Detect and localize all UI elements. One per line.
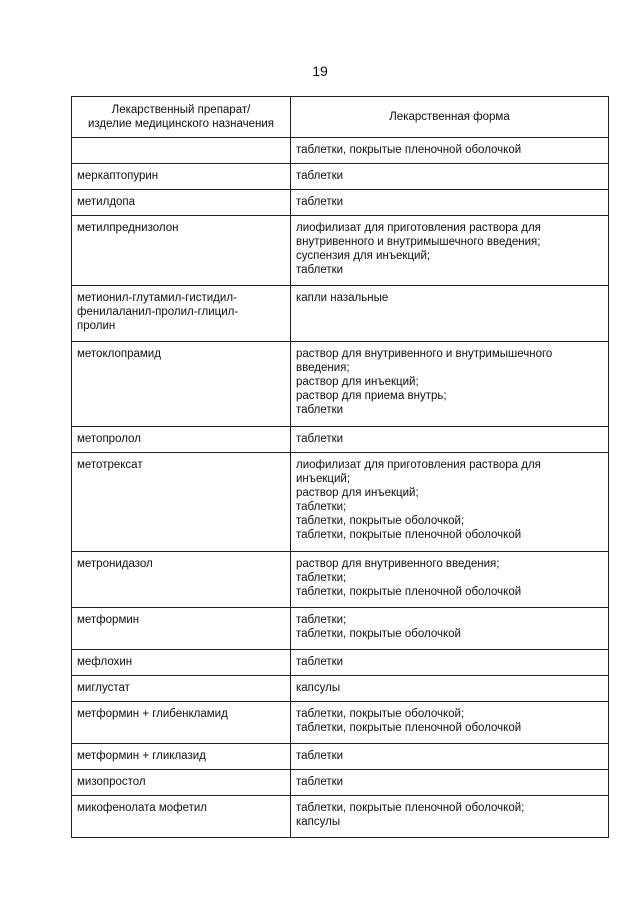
cell-text-line: капли назальные bbox=[296, 292, 389, 304]
cell-text-line: таблетки; bbox=[296, 501, 347, 513]
drug-name-cell bbox=[72, 552, 291, 608]
cell-text-line: таблетки bbox=[296, 433, 344, 445]
cell-text-line: пролин bbox=[77, 320, 116, 332]
cell-text-line: инъекций; bbox=[296, 473, 351, 485]
cell-text-line: метопролол bbox=[77, 433, 141, 445]
page-number: 19 bbox=[312, 63, 328, 79]
table-row bbox=[72, 164, 609, 190]
cell-text-line: метформин + гликлазид bbox=[77, 750, 206, 762]
table-row bbox=[72, 744, 609, 770]
cell-text-line: лиофилизат для приготовления раствора для bbox=[296, 222, 541, 234]
table-body bbox=[72, 138, 609, 838]
cell-text-line: таблетки bbox=[296, 776, 344, 788]
cell-text-line: таблетки bbox=[296, 170, 344, 182]
drug-name-cell bbox=[72, 427, 291, 453]
drug-form-table bbox=[71, 96, 609, 838]
cell-text-line: таблетки, покрытые пленочной оболочкой bbox=[296, 144, 522, 156]
cell-text-line: фенилаланил-пролил-глицил- bbox=[77, 306, 239, 318]
dosage-form-cell bbox=[291, 702, 609, 744]
drug-name-cell bbox=[72, 190, 291, 216]
cell-text-line: раствор для внутривенного введения; bbox=[296, 558, 500, 570]
cell-text-line: раствор для внутривенного и внутримышечного bbox=[296, 348, 553, 360]
table-row bbox=[72, 770, 609, 796]
table-row bbox=[72, 676, 609, 702]
cell-text-line: метоклопрамид bbox=[77, 348, 161, 360]
dosage-form-cell bbox=[291, 453, 609, 552]
drug-name-cell bbox=[72, 286, 291, 342]
header-line: Лекарственный препарат/ bbox=[111, 104, 251, 116]
cell-text-line: таблетки, покрытые оболочкой bbox=[296, 628, 461, 640]
cell-text-line: таблетки bbox=[296, 196, 344, 208]
table-row bbox=[72, 608, 609, 650]
cell-text-line: метформин bbox=[77, 614, 140, 626]
cell-text-line: метилдопа bbox=[77, 196, 136, 208]
drug-name-cell bbox=[72, 744, 291, 770]
drug-name-cell bbox=[72, 342, 291, 427]
cell-text-line: таблетки bbox=[296, 264, 344, 276]
dosage-form-cell bbox=[291, 608, 609, 650]
cell-text-line: суспензия для инъекций; bbox=[296, 250, 431, 262]
drug-name-cell bbox=[72, 702, 291, 744]
table-row bbox=[72, 650, 609, 676]
cell-text-line: раствор для инъекций; bbox=[296, 376, 419, 388]
drug-name-cell bbox=[72, 608, 291, 650]
drug-name-cell bbox=[72, 796, 291, 838]
dosage-form-cell bbox=[291, 138, 609, 164]
cell-text-line: капсулы bbox=[296, 682, 341, 694]
cell-text-line: таблетки bbox=[296, 404, 344, 416]
cell-text-line: лиофилизат для приготовления раствора для bbox=[296, 459, 541, 471]
dosage-form-cell bbox=[291, 164, 609, 190]
cell-text-line: таблетки bbox=[296, 656, 344, 668]
cell-text-line: капсулы bbox=[296, 816, 341, 828]
drug-name-cell bbox=[72, 650, 291, 676]
cell-text-line: раствор для приема внутрь; bbox=[296, 390, 447, 402]
table-row bbox=[72, 342, 609, 427]
cell-text-line: таблетки bbox=[296, 750, 344, 762]
drug-name-cell bbox=[72, 216, 291, 286]
cell-text-line: таблетки, покрытые пленочной оболочкой bbox=[296, 529, 522, 541]
cell-text-line: внутривенного и внутримышечного введения; bbox=[296, 236, 541, 248]
cell-text-line: раствор для инъекций; bbox=[296, 487, 419, 499]
table-header-row bbox=[72, 97, 609, 138]
cell-text-line: таблетки, покрытые пленочной оболочкой bbox=[296, 586, 522, 598]
table-row bbox=[72, 427, 609, 453]
header-dosage-form bbox=[291, 97, 609, 138]
dosage-form-cell bbox=[291, 650, 609, 676]
dosage-form-cell bbox=[291, 190, 609, 216]
header-drug-name bbox=[72, 97, 291, 138]
dosage-form-cell bbox=[291, 342, 609, 427]
dosage-form-cell bbox=[291, 427, 609, 453]
drug-name-cell bbox=[72, 453, 291, 552]
table-row bbox=[72, 216, 609, 286]
cell-text-line: таблетки, покрытые пленочной оболочкой; bbox=[296, 802, 525, 814]
dosage-form-cell bbox=[291, 216, 609, 286]
dosage-form-cell bbox=[291, 286, 609, 342]
table-row bbox=[72, 552, 609, 608]
cell-text-line: таблетки; bbox=[296, 572, 347, 584]
cell-text-line: таблетки, покрытые оболочкой; bbox=[296, 708, 465, 720]
cell-text-line: миглустат bbox=[77, 682, 130, 694]
cell-text-line: метронидазол bbox=[77, 558, 153, 570]
cell-text-line: метилпреднизолон bbox=[77, 222, 179, 234]
cell-text-line: микофенолата мофетил bbox=[77, 802, 207, 814]
drug-name-cell bbox=[72, 138, 291, 164]
cell-text-line: таблетки, покрытые оболочкой; bbox=[296, 515, 465, 527]
dosage-form-cell bbox=[291, 552, 609, 608]
cell-text-line: метионил-глутамил-гистидил- bbox=[77, 292, 237, 304]
drug-name-cell bbox=[72, 164, 291, 190]
cell-text-line: таблетки; bbox=[296, 614, 347, 626]
table-row bbox=[72, 138, 609, 164]
drug-name-cell bbox=[72, 770, 291, 796]
cell-text-line: мизопростол bbox=[77, 776, 146, 788]
cell-text-line: меркаптопурин bbox=[77, 170, 159, 182]
table-row bbox=[72, 702, 609, 744]
cell-text-line: введения; bbox=[296, 362, 350, 374]
cell-text-line: таблетки, покрытые пленочной оболочкой bbox=[296, 722, 522, 734]
drug-name-cell bbox=[72, 676, 291, 702]
cell-text-line: метотрексат bbox=[77, 459, 143, 471]
table-row bbox=[72, 453, 609, 552]
cell-text-line: метформин + глибенкламид bbox=[77, 708, 228, 720]
header-line: изделие медицинского назначения bbox=[87, 118, 275, 130]
dosage-form-cell bbox=[291, 796, 609, 838]
cell-text-line: мефлохин bbox=[77, 656, 133, 668]
table-row bbox=[72, 796, 609, 838]
header-line: Лекарственная форма bbox=[389, 111, 510, 123]
table-row bbox=[72, 190, 609, 216]
table-row bbox=[72, 286, 609, 342]
dosage-form-cell bbox=[291, 744, 609, 770]
dosage-form-cell bbox=[291, 676, 609, 702]
dosage-form-cell bbox=[291, 770, 609, 796]
